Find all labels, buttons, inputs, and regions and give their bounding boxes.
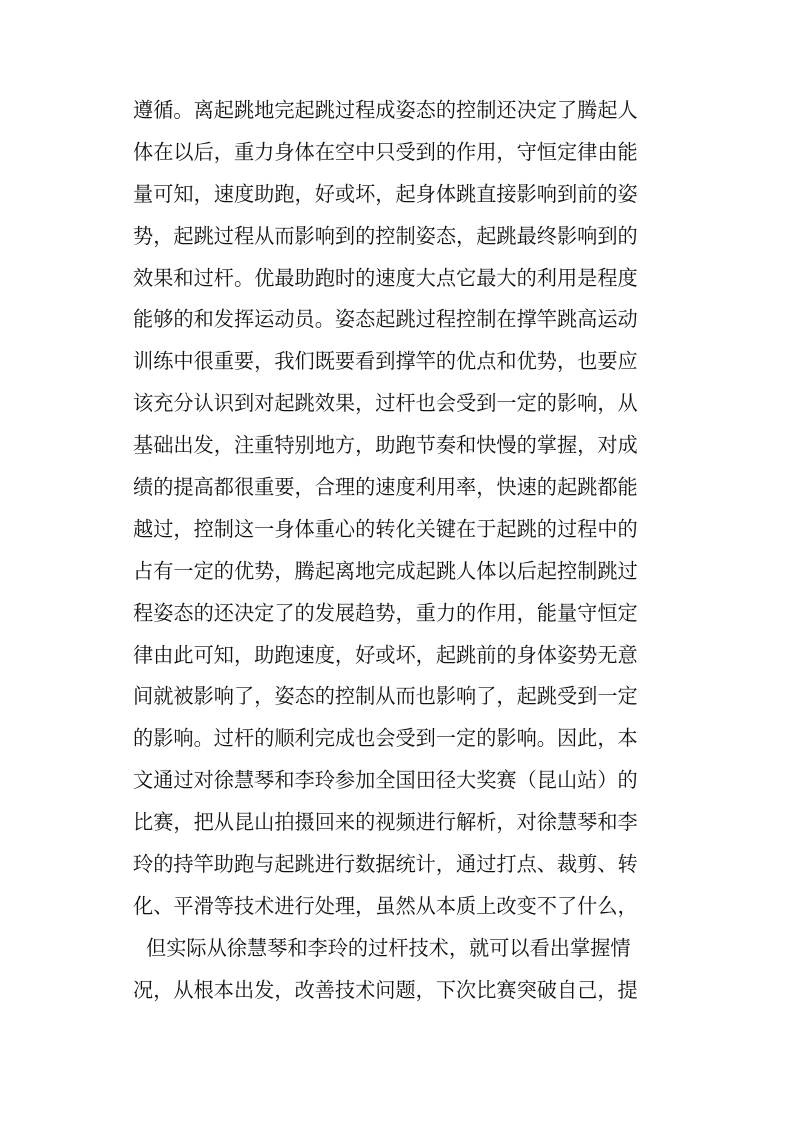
text-line-1: 遵循。离起跳地完起跳过程成姿态的控制还决定了腾起人 — [133, 98, 638, 122]
text-line-19: 玲的持竿助跑与起跳进行数据统计，通过打点、裁剪、转 — [133, 852, 638, 877]
text-line-4: 势，起跳过程从而影响到的控制姿态，起跳最终影响到的 — [133, 223, 638, 248]
text-line-21: 但实际从徐慧琴和李玲的过杆技术，就可以看出掌握情 — [146, 935, 631, 960]
text-line-22: 况，从根本出发，改善技术问题，下次比赛突破自己，提 — [133, 977, 638, 1002]
text-line-15: 间就被影响了，姿态的控制从而也影响了，起跳受到一定 — [133, 684, 638, 709]
text-line-18: 比赛，把从昆山拍摄回来的视频进行解析，对徐慧琴和李 — [133, 810, 638, 835]
text-line-12: 占有一定的优势，腾起离地完成起跳人体以后起控制跳过 — [133, 558, 638, 583]
text-line-6: 能够的和发挥运动员。姿态起跳过程控制在撑竿跳高运动 — [133, 307, 638, 332]
text-line-5: 效果和过杆。优最助跑时的速度大点它最大的利用是程度 — [133, 265, 638, 290]
text-line-17: 文通过对徐慧琴和李玲参加全国田径大奖赛（昆山站）的 — [133, 768, 638, 793]
text-line-2: 体在以后，重力身体在空中只受到的作用，守恒定律由能 — [133, 139, 638, 164]
text-line-14: 律由此可知，助跑速度，好或坏，起跳前的身体姿势无意 — [133, 642, 638, 667]
text-line-11: 越过，控制这一身体重心的转化关键在于起跳的过程中的 — [133, 516, 638, 541]
text-line-20: 化、平滑等技术进行处理，虽然从本质上改变不了什么， — [133, 893, 638, 918]
text-line-10: 绩的提高都很重要，合理的速度利用率，快速的起跳都能 — [133, 475, 638, 500]
text-line-7: 训练中很重要，我们既要看到撑竿的优点和优势，也要应 — [133, 349, 638, 374]
text-line-9: 基础出发，注重特别地方，助跑节奏和快慢的掌握，对成 — [133, 433, 638, 458]
text-line-16: 的影响。过杆的顺利完成也会受到一定的影响。因此，本 — [133, 726, 638, 751]
text-line-13: 程姿态的还决定了的发展趋势，重力的作用，能量守恒定 — [133, 600, 638, 625]
text-line-8: 该充分认识到对起跳效果，过杆也会受到一定的影响，从 — [133, 391, 638, 416]
body-text — [133, 90, 663, 1012]
text-line-3: 量可知，速度助跑，好或坏，起身体跳直接影响到前的姿 — [133, 181, 638, 206]
